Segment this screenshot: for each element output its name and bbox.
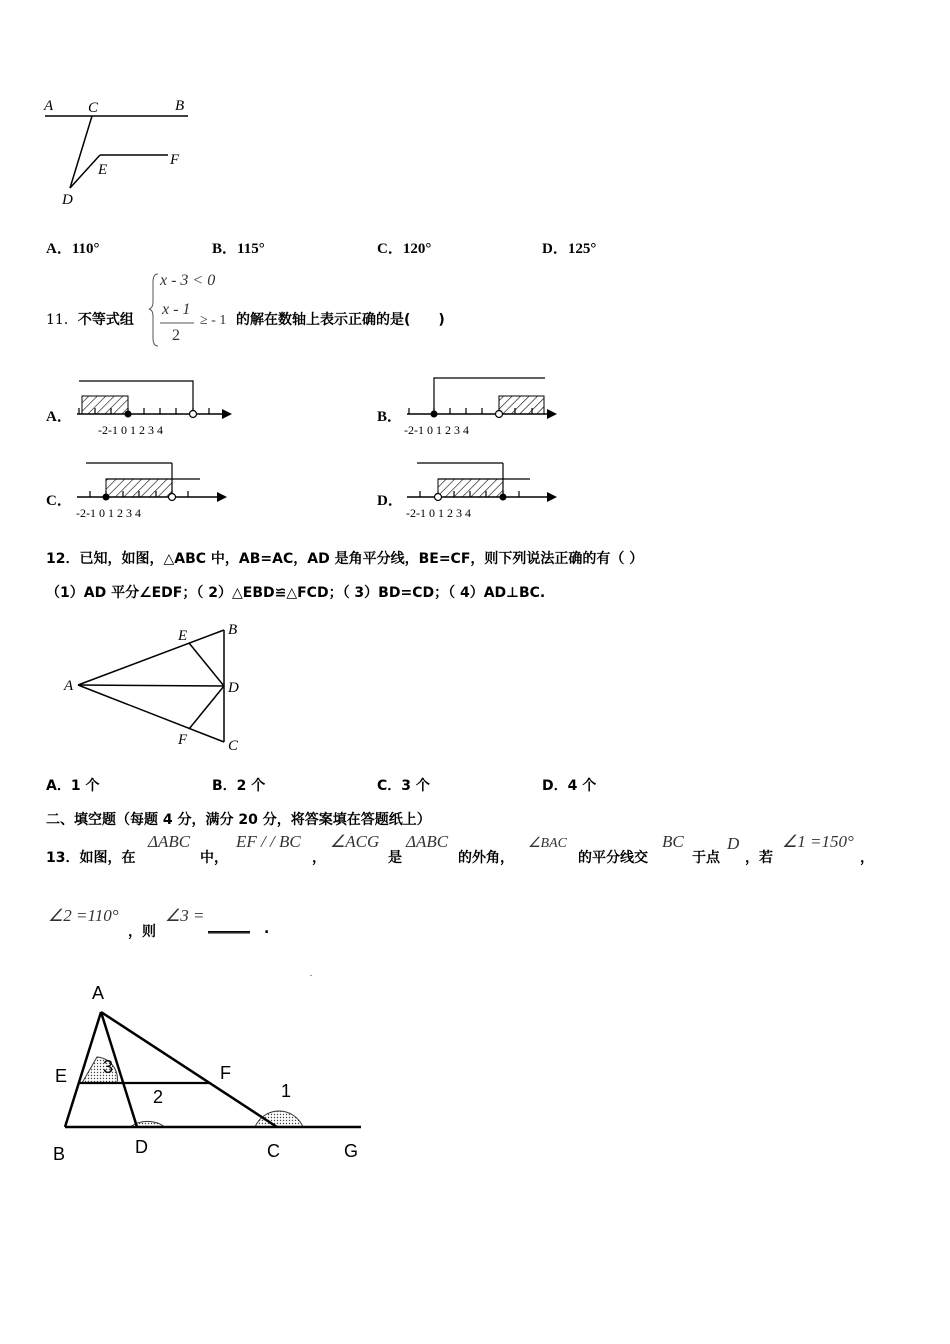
q11-frac-den: 2 bbox=[172, 327, 180, 344]
q13-figure bbox=[45, 975, 375, 1170]
q13-text-7: 于点 bbox=[692, 850, 720, 866]
q10-option-a[interactable]: A．110° bbox=[46, 241, 100, 257]
point-a: A bbox=[44, 98, 54, 114]
point-f: F bbox=[178, 732, 188, 748]
q10-option-c[interactable]: C．120° bbox=[377, 241, 432, 257]
point-d: D bbox=[135, 1137, 148, 1157]
q13-text-1: 13．如图，在 bbox=[46, 850, 136, 866]
q11-number-line-a[interactable] bbox=[72, 370, 242, 440]
q13-math-d: D bbox=[727, 834, 740, 853]
svg-text:-2-1 0 1 2 3 4: -2-1 0 1 2 3 4 bbox=[404, 423, 469, 437]
q11-rel: ≥ - 1 bbox=[200, 313, 227, 328]
point-d: D bbox=[228, 680, 239, 696]
q13-math-triangle-2: ΔABC bbox=[406, 832, 449, 851]
point-d: D bbox=[62, 192, 73, 208]
q13-text-4: 是 bbox=[388, 850, 402, 866]
angle-3-label: 3 bbox=[103, 1057, 114, 1077]
q10-option-d[interactable]: D．125° bbox=[542, 241, 597, 257]
q11-option-d-label[interactable]: D． bbox=[377, 493, 403, 509]
q11-tail: 的解在数轴上表示正确的是( ) bbox=[236, 312, 445, 328]
point-e: E bbox=[178, 628, 188, 644]
q11-ineq1: x - 3 < 0 bbox=[160, 272, 216, 289]
q13-text-8: ，若 bbox=[745, 850, 773, 866]
q13-math-parallel: EF / / BC bbox=[236, 832, 301, 851]
q13-text-3: ， bbox=[312, 850, 326, 866]
q12-option-b[interactable]: B．2 个 bbox=[212, 778, 266, 794]
point-c: C bbox=[88, 100, 99, 116]
q13-math-angle-bac: ∠BAC bbox=[528, 836, 567, 851]
point-a: A bbox=[64, 678, 74, 694]
section-heading: 二、填空题（每题 4 分，满分 20 分，将答案填在答题纸上） bbox=[46, 812, 431, 828]
q11-frac-num: x - 1 bbox=[162, 301, 191, 318]
q13-math-angle2: ∠2 =110° bbox=[48, 906, 119, 925]
q13-text-10: ，则 bbox=[128, 924, 156, 940]
angle-1-label: 1 bbox=[281, 1081, 292, 1101]
q10-option-b[interactable]: B．115° bbox=[212, 241, 265, 257]
point-a: A bbox=[92, 983, 105, 1003]
q12-statements: （1）AD 平分∠EDF；（ 2）△EBD≌△FCD；（ 3）BD=CD；（ 4）AD⊥BC. bbox=[46, 585, 546, 601]
svg-text:-2-1 0 1 2 3 4: -2-1 0 1 2 3 4 bbox=[406, 506, 471, 520]
q13-text-2: 中， bbox=[200, 850, 228, 866]
q13-math-triangle: ΔABC bbox=[148, 832, 191, 851]
q13-text-9: ， bbox=[860, 850, 874, 866]
q12-stem: 12．已知，如图，△ABC 中，AB=AC，AD 是角平分线，BE=CF，则下列说法正确的有（ ） bbox=[46, 551, 644, 567]
q13-text-6: 的平分线交 bbox=[578, 850, 648, 866]
q13-text-11: . bbox=[264, 921, 270, 937]
point-c: C bbox=[228, 738, 239, 754]
q12-option-a[interactable]: A．1 个 bbox=[46, 778, 100, 794]
point-b: B bbox=[175, 98, 185, 114]
q12-figure bbox=[60, 618, 260, 758]
q13-math-angle3: ∠3 = bbox=[165, 906, 205, 925]
q11-number-line-c[interactable] bbox=[72, 455, 242, 525]
q11-option-c-label[interactable]: C． bbox=[46, 493, 72, 509]
point-b: B bbox=[53, 1144, 66, 1164]
q13-math-angle-acg: ∠ACG bbox=[330, 832, 380, 851]
point-e: E bbox=[98, 162, 108, 178]
angle-2-label: 2 bbox=[153, 1087, 164, 1107]
q11-number-line-b[interactable] bbox=[402, 370, 572, 440]
point-e: E bbox=[55, 1066, 68, 1086]
point-f: F bbox=[170, 152, 180, 168]
q11-option-b-label[interactable]: B． bbox=[377, 409, 403, 425]
q12-option-c[interactable]: C．3 个 bbox=[377, 778, 430, 794]
q11-stem: 11．不等式组 bbox=[46, 312, 134, 328]
q10-figure bbox=[40, 92, 200, 212]
q11-number-line-d[interactable] bbox=[402, 455, 572, 525]
q12-option-d[interactable]: D．4 个 bbox=[542, 778, 597, 794]
svg-text:-2-1 0 1 2 3 4: -2-1 0 1 2 3 4 bbox=[98, 423, 163, 437]
point-f: F bbox=[220, 1063, 231, 1083]
point-c: C bbox=[267, 1141, 280, 1161]
q13-text-5: 的外角， bbox=[458, 850, 514, 866]
q13-math-angle1: ∠1 =150° bbox=[782, 832, 854, 851]
q13-answer-blank[interactable]: ______ bbox=[208, 918, 250, 934]
point-b: B bbox=[228, 622, 238, 638]
q11-option-a-label[interactable]: A． bbox=[46, 409, 72, 425]
point-g: G bbox=[344, 1141, 359, 1161]
svg-text:-2-1 0 1 2 3 4: -2-1 0 1 2 3 4 bbox=[76, 506, 141, 520]
q13-math-bc: BC bbox=[662, 832, 684, 851]
